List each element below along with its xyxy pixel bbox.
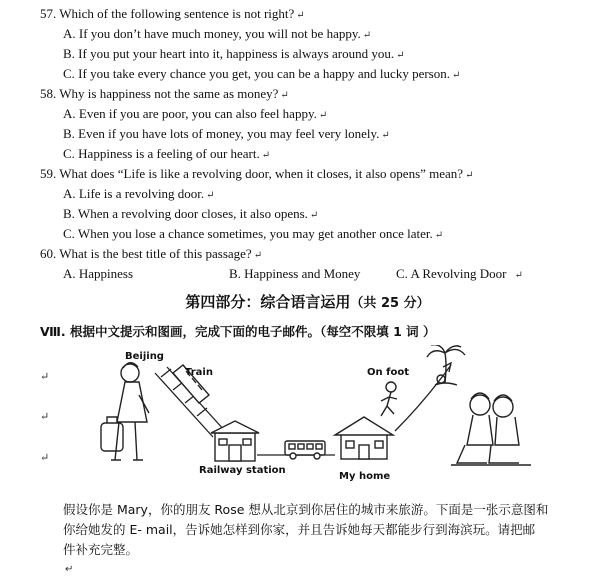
paragraph-mark: ↵ [396,50,405,61]
part-heading: 第四部分：综合语言运用（共 25 分） [185,293,430,311]
railway-station-icon [211,421,259,461]
map-label-train: Train [185,367,213,378]
paragraph-mark: ↵ [206,190,215,201]
question-58-option-c: C. Happiness is a feeling of our heart. ↵ [63,146,271,161]
question-60-option-a: A. Happiness [63,266,134,281]
question-60-option-c: C. A Revolving Door ↵ [396,266,523,281]
paragraph-line: 假设你是 Mary，你的朋友 Rose 想从北京到你居住的城市来旅游。下面是一张示意图和 [63,502,549,517]
children-sitting-illustration [451,393,531,465]
paragraph-mark: ↵ [261,150,271,161]
paragraph-mark: ↵ [253,250,263,261]
question-57-stem: 57. Which of the following sentence is not right? ↵ [40,6,305,21]
paragraph-mark: ↵ [434,230,444,241]
question-59-option-a: A. Life is a revolving door. ↵ [63,186,215,201]
paragraph-mark: ↵ [309,210,319,221]
walking-person-icon [381,382,397,416]
paragraph-mark: ↵ [381,130,390,141]
question-57-option-a: A. If you don’t have much money, you will not be happy. ↵ [63,26,372,41]
question-58-option-b: B. Even if you have lots of money, you may feel very lonely. ↵ [63,126,390,141]
question-59-stem: 59. What does “Life is like a revolving door, when it closes, it also opens” mean? ↵ [40,166,474,181]
paragraph-mark: ↵ [318,110,328,121]
bus-icon [285,441,325,459]
paragraph-mark: ↵ [40,452,50,464]
part-score: （共 25 分） [350,296,430,311]
map-label-on-foot: On foot [367,367,409,378]
paragraph-mark: ↵ [280,90,289,101]
question-58-option-a: A. Even if you are poor, you can also feel happy. ↵ [63,106,328,121]
question-57-option-c: C. If you take every chance you get, you can be a happy and lucky person. ↵ [63,66,461,81]
section-title: Ⅷ. 根据中文提示和图画，完成下面的电子邮件。（每空不限填 1 词 ） [40,324,436,339]
question-57-option-b: B. If you put your heart into it, happiness is always around you. ↵ [63,46,405,61]
map-label-beijing: Beijing [125,351,164,362]
my-home-icon [335,417,393,459]
paragraph-mark: ↵ [40,411,50,423]
paragraph-line: 件补充完整。 ↵ [63,540,598,580]
paragraph-mark: ↵ [465,170,474,181]
paragraph-mark: ↵ [40,371,50,383]
paragraph-mark: ↵ [451,70,461,81]
palm-tree-icon [427,345,465,385]
paragraph-mark: ↵ [362,30,372,41]
question-58-stem: 58. Why is happiness not the same as money? ↵ [40,86,289,101]
map-label-railway-station: Railway station [199,465,286,476]
question-59-option-b: B. When a revolving door closes, it also opens. ↵ [63,206,319,221]
instruction-paragraph [63,500,598,580]
paragraph-line: 你给她发的 E- mail，告诉她怎样到你家，并且告诉她每天都能步行到海滨玩。请把邮 [63,522,536,537]
route-illustration [95,345,535,485]
girl-with-suitcase-illustration [101,363,149,460]
paragraph-mark: ↵ [65,564,74,575]
question-60-stem: 60. What is the best title of this passage? ↵ [40,246,263,261]
paragraph-mark: ↵ [514,270,523,281]
question-59-option-c: C. When you lose a chance sometimes, you may get another once later. ↵ [63,226,444,241]
paragraph-mark: ↵ [296,10,305,21]
question-60-option-b: B. Happiness and Money [229,266,361,281]
map-label-my-home: My home [339,471,391,482]
